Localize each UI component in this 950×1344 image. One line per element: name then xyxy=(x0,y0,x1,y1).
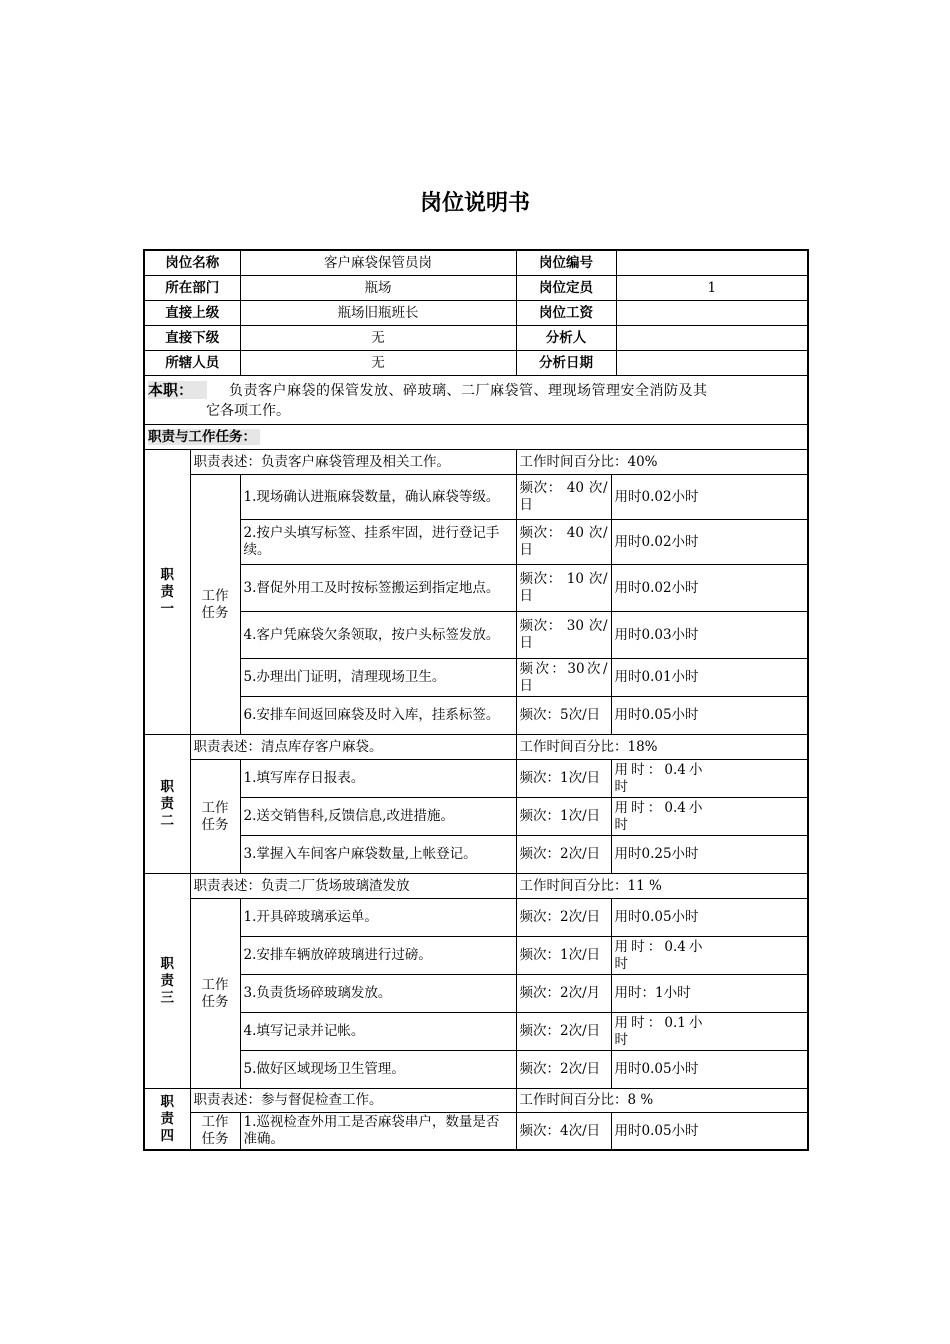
task-freq: 频次：1次/日 xyxy=(516,937,611,975)
task-freq: 频次：2次/月 xyxy=(516,975,611,1013)
duties-header xyxy=(144,425,808,450)
duty-pct: 工作时间百分比：40% xyxy=(516,450,808,475)
benzhi-cell xyxy=(144,376,808,425)
info-label: 直接上级 xyxy=(144,301,240,326)
task-row xyxy=(144,836,808,874)
task-freq: 频次：2次/日 xyxy=(516,1051,611,1089)
task-time: 用时0.02小时 xyxy=(611,565,808,612)
duty-desc: 职责表述：参与督促检查工作。 xyxy=(190,1089,516,1113)
task-freq: 频次：1次/日 xyxy=(516,760,611,798)
task-row xyxy=(144,1013,808,1051)
info-label: 岗位定员 xyxy=(516,276,616,301)
duty-desc-row xyxy=(144,735,808,760)
benzhi-text-line2: 它各项工作。 xyxy=(206,402,290,419)
info-row xyxy=(144,301,808,326)
task-text: 3.督促外用工及时按标签搬运到指定地点。 xyxy=(240,565,516,612)
task-time: 用时0.05小时 xyxy=(611,697,808,735)
task-time: 用时0.05小时 xyxy=(611,899,808,937)
duty-pct: 工作时间百分比：11 % xyxy=(516,874,808,899)
task-text: 1.填写库存日报表。 xyxy=(240,760,516,798)
task-row xyxy=(144,798,808,836)
task-row xyxy=(144,760,808,798)
task-row xyxy=(144,697,808,735)
info-value xyxy=(616,326,808,351)
info-row xyxy=(144,326,808,351)
task-row xyxy=(144,937,808,975)
task-text: 3.掌握入车间客户麻袋数量,上帐登记。 xyxy=(240,836,516,874)
duty-name: 职责二 xyxy=(144,735,190,874)
info-value xyxy=(616,250,808,276)
task-text: 4.客户凭麻袋欠条领取，按户头标签发放。 xyxy=(240,612,516,659)
task-freq: 频次：4次/日 xyxy=(516,1113,611,1151)
info-value: 无 xyxy=(240,326,516,351)
duty-desc-row xyxy=(144,874,808,899)
task-freq: 频次：30次/日 xyxy=(516,659,611,697)
task-freq: 频次：5次/日 xyxy=(516,697,611,735)
task-time: 用时：0.1小时 xyxy=(611,1013,808,1051)
duty-desc-row xyxy=(144,450,808,475)
task-time: 用时：0.4小时 xyxy=(611,798,808,836)
task-text: 1.开具碎玻璃承运单。 xyxy=(240,899,516,937)
benzhi-text-line1: 负责客户麻袋的保管发放、碎玻璃、二厂麻袋管、理现场管理安全消防及其 xyxy=(229,382,708,399)
task-freq: 频次：2次/日 xyxy=(516,899,611,937)
task-time: 用时：1小时 xyxy=(611,975,808,1013)
duty-desc: 职责表述：负责客户麻袋管理及相关工作。 xyxy=(190,450,516,475)
task-freq: 频次： 10 次/日 xyxy=(516,565,611,612)
info-value: 瓶场 xyxy=(240,276,516,301)
task-row xyxy=(144,612,808,659)
info-label: 岗位编号 xyxy=(516,250,616,276)
benzhi-row xyxy=(144,376,808,425)
task-text: 5.做好区域现场卫生管理。 xyxy=(240,1051,516,1089)
info-label: 所辖人员 xyxy=(144,351,240,376)
task-freq: 频次：2次/日 xyxy=(516,1013,611,1051)
info-value: 无 xyxy=(240,351,516,376)
task-time: 用时：0.4小时 xyxy=(611,760,808,798)
duty-desc: 职责表述：清点库存客户麻袋。 xyxy=(190,735,516,760)
task-label: 工作任务 xyxy=(190,475,240,735)
task-text: 1.巡视检查外用工是否麻袋串户，数量是否准确。 xyxy=(240,1113,516,1151)
page-title: 岗位说明书 xyxy=(419,191,530,216)
task-freq: 频次： 40 次/日 xyxy=(516,475,611,520)
task-row xyxy=(144,475,808,520)
task-text: 1.现场确认进瓶麻袋数量，确认麻袋等级。 xyxy=(240,475,516,520)
info-row xyxy=(144,351,808,376)
info-label: 所在部门 xyxy=(144,276,240,301)
duty-desc-row xyxy=(144,1089,808,1113)
task-text: 2.送交销售科,反馈信息,改进措施。 xyxy=(240,798,516,836)
duty-pct: 工作时间百分比：8 % xyxy=(516,1089,808,1113)
duty-pct: 工作时间百分比：18% xyxy=(516,735,808,760)
task-text: 4.填写记录并记帐。 xyxy=(240,1013,516,1051)
task-time: 用时0.05小时 xyxy=(611,1051,808,1089)
task-row xyxy=(144,1113,808,1151)
task-label: 工作任务 xyxy=(190,899,240,1089)
task-row xyxy=(144,899,808,937)
task-text: 2.安排车辆放碎玻璃进行过磅。 xyxy=(240,937,516,975)
task-time: 用时0.02小时 xyxy=(611,520,808,565)
task-time: 用时0.03小时 xyxy=(611,612,808,659)
info-row xyxy=(144,276,808,301)
info-label: 分析人 xyxy=(516,326,616,351)
task-text: 2.按户头填写标签、挂系牢固，进行登记手续。 xyxy=(240,520,516,565)
task-freq: 频次： 30 次/日 xyxy=(516,612,611,659)
task-time: 用时：0.4小时 xyxy=(611,937,808,975)
info-value: 瓶场旧瓶班长 xyxy=(240,301,516,326)
info-value: 客户麻袋保管员岗 xyxy=(240,250,516,276)
info-label: 岗位名称 xyxy=(144,250,240,276)
duty-desc: 职责表述：负责二厂货场玻璃渣发放 xyxy=(190,874,516,899)
task-row xyxy=(144,520,808,565)
task-row xyxy=(144,565,808,612)
info-row xyxy=(144,250,808,276)
info-label: 岗位工资 xyxy=(516,301,616,326)
task-row xyxy=(144,1051,808,1089)
duties-header-row xyxy=(144,425,808,450)
job-description-table xyxy=(143,249,809,1151)
task-time: 用时0.01小时 xyxy=(611,659,808,697)
task-label: 工作任务 xyxy=(190,1113,240,1151)
info-value xyxy=(616,351,808,376)
duty-name: 职责一 xyxy=(144,450,190,735)
info-label: 分析日期 xyxy=(516,351,616,376)
task-label: 工作任务 xyxy=(190,760,240,874)
info-value xyxy=(616,301,808,326)
duties-header-label: 职责与工作任务： xyxy=(148,429,260,445)
task-freq: 频次：1次/日 xyxy=(516,798,611,836)
task-text: 5.办理出门证明，清理现场卫生。 xyxy=(240,659,516,697)
task-freq: 频次：2次/日 xyxy=(516,836,611,874)
task-freq: 频次： 40 次/日 xyxy=(516,520,611,565)
duty-name: 职责三 xyxy=(144,874,190,1089)
duty-name: 职责四 xyxy=(144,1089,190,1151)
task-row xyxy=(144,975,808,1013)
info-label: 直接下级 xyxy=(144,326,240,351)
task-row xyxy=(144,659,808,697)
info-value: 1 xyxy=(616,276,808,301)
benzhi-label: 本职： xyxy=(148,381,207,399)
task-time: 用时0.25小时 xyxy=(611,836,808,874)
task-time: 用时0.05小时 xyxy=(611,1113,808,1151)
task-text: 6.安排车间返回麻袋及时入库，挂系标签。 xyxy=(240,697,516,735)
task-text: 3.负责货场碎玻璃发放。 xyxy=(240,975,516,1013)
task-time: 用时0.02小时 xyxy=(611,475,808,520)
